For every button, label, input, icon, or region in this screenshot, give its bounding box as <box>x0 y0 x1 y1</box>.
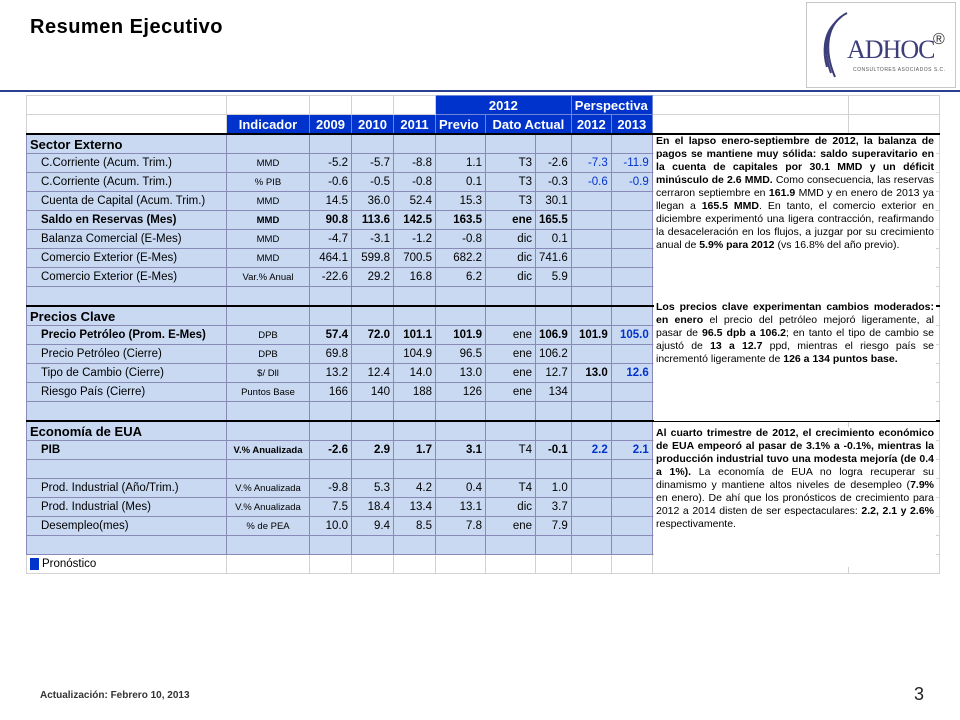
section-title-eua: Economía de EUA <box>27 421 227 441</box>
cell-p2013: 12.6 <box>611 364 652 383</box>
cell-p2012 <box>571 268 611 287</box>
row-label: Saldo en Reservas (Mes) <box>27 211 227 230</box>
cell-2009: 166 <box>310 383 352 402</box>
section-title-precios: Precios Clave <box>27 306 227 326</box>
col-indicador: Indicador <box>227 115 310 135</box>
row-unit: DPB <box>227 345 310 364</box>
cell-p2013 <box>611 383 652 402</box>
cell-p2012 <box>571 230 611 249</box>
cell-p2012 <box>571 498 611 517</box>
summary-sheet <box>26 95 940 588</box>
cell-2010: -3.1 <box>352 230 394 249</box>
row-label: Tipo de Cambio (Cierre) <box>27 364 227 383</box>
cell-p2012: -7.3 <box>571 154 611 173</box>
cell-2009: 10.0 <box>310 517 352 536</box>
col-2011: 2011 <box>394 115 436 135</box>
row-unit: MMD <box>227 154 310 173</box>
cell-periodo: T3 <box>486 154 536 173</box>
row-unit: Puntos Base <box>227 383 310 402</box>
note-text-segment: ; en tanto el tipo de cambio se ajustó de <box>656 327 935 352</box>
row-label: Cuenta de Capital (Acum. Trim.) <box>27 192 227 211</box>
cell-previo: 0.4 <box>436 479 486 498</box>
cell-2011: 13.4 <box>394 498 436 517</box>
cell-actual: 106.2 <box>536 345 572 364</box>
cell-p2013 <box>611 498 652 517</box>
col-2009: 2009 <box>310 115 352 135</box>
col-previo: Previo <box>436 115 486 135</box>
logo-subtitle: CONSULTORES ASOCIADOS S.C. <box>853 67 946 73</box>
cell-2009: 14.5 <box>310 192 352 211</box>
note-text-segment: ppd, mientras el riesgo país se incrementó ligeramente de <box>656 340 934 365</box>
cell-actual: 134 <box>536 383 572 402</box>
note-text-segment: respectivamente. <box>656 518 736 530</box>
cell-p2012: 2.2 <box>571 441 611 460</box>
note-text-segment: MMD y en enero de 2013 ya llegan a <box>656 187 934 212</box>
legend-label: Pronóstico <box>42 558 97 571</box>
cell-periodo: T3 <box>486 192 536 211</box>
cell-p2013 <box>611 268 652 287</box>
row-label: Prod. Industrial (Año/Trim.) <box>27 479 227 498</box>
cell-actual: 106.9 <box>536 326 572 345</box>
row-label: C.Corriente (Acum. Trim.) <box>27 173 227 192</box>
row-unit: V.% Anualizada <box>227 498 310 517</box>
cell-periodo: dic <box>486 498 536 517</box>
cell-p2012 <box>571 249 611 268</box>
cell-actual: 7.9 <box>536 517 572 536</box>
cell-periodo: T3 <box>486 173 536 192</box>
header-row-groups <box>27 96 940 115</box>
cell-p2013: 2.1 <box>611 441 652 460</box>
forecast-swatch <box>30 558 39 570</box>
cell-previo: 1.1 <box>436 154 486 173</box>
row-label: Prod. Industrial (Mes) <box>27 498 227 517</box>
cell-2009: -2.6 <box>310 441 352 460</box>
cell-periodo: dic <box>486 268 536 287</box>
cell-periodo: ene <box>486 364 536 383</box>
row-label: Comercio Exterior (E-Mes) <box>27 268 227 287</box>
cell-2009: 90.8 <box>310 211 352 230</box>
row-unit: MMD <box>227 211 310 230</box>
cell-actual: 3.7 <box>536 498 572 517</box>
note-text-segment: 2.2, 2.1 y 2.6% <box>861 505 934 517</box>
cell-periodo: ene <box>486 517 536 536</box>
cell-previo: 6.2 <box>436 268 486 287</box>
cell-2010: 5.3 <box>352 479 394 498</box>
cell-p2013 <box>611 192 652 211</box>
company-logo <box>806 2 956 88</box>
cell-2010: 113.6 <box>352 211 394 230</box>
cell-2011: 1.7 <box>394 441 436 460</box>
cell-2010: 599.8 <box>352 249 394 268</box>
cell-periodo: ene <box>486 345 536 364</box>
col-dato-actual: Dato Actual <box>486 115 572 135</box>
header-row-columns <box>27 115 940 135</box>
cell-periodo: ene <box>486 326 536 345</box>
cell-2011: 52.4 <box>394 192 436 211</box>
cell-actual: 5.9 <box>536 268 572 287</box>
cell-p2013 <box>611 479 652 498</box>
cell-2009: -5.2 <box>310 154 352 173</box>
cell-p2012 <box>571 479 611 498</box>
cell-2010: -5.7 <box>352 154 394 173</box>
row-unit: % de PEA <box>227 517 310 536</box>
cell-previo: 163.5 <box>436 211 486 230</box>
group-perspectiva: Perspectiva <box>571 96 652 115</box>
cell-2010: 72.0 <box>352 326 394 345</box>
cell-2009: -0.6 <box>310 173 352 192</box>
note-text-segment: 96.5 dpb a 106.2 <box>702 327 786 339</box>
cell-2010: 9.4 <box>352 517 394 536</box>
cell-periodo: T4 <box>486 441 536 460</box>
section-title-externo: Sector Externo <box>27 134 227 154</box>
note-economia-eua <box>654 427 936 567</box>
cell-previo: 13.1 <box>436 498 486 517</box>
note-text-segment: Al cuarto trimestre de 2012, el crecimiento económico de EUA empeoró al pasar de 3.1% a -0.1%, mientras la producción industrial tuvo una modesta mejoría (de 0.4 a 1%). <box>656 427 934 478</box>
cell-periodo: T4 <box>486 479 536 498</box>
cell-2011: 4.2 <box>394 479 436 498</box>
note-text-segment: Como consecuencia, las reservas cerraron septiembre en <box>656 174 934 199</box>
cell-2011: -8.8 <box>394 154 436 173</box>
row-unit: MMD <box>227 192 310 211</box>
cell-2011: 188 <box>394 383 436 402</box>
title-divider <box>0 90 960 92</box>
cell-previo: 126 <box>436 383 486 402</box>
cell-2010 <box>352 345 394 364</box>
row-unit: V.% Anualizada <box>227 441 310 460</box>
cell-2010: -0.5 <box>352 173 394 192</box>
col-p2012: 2012 <box>571 115 611 135</box>
footer-update-date: Actualización: Febrero 10, 2013 <box>40 690 190 701</box>
row-label: Precio Petróleo (Cierre) <box>27 345 227 364</box>
legend <box>27 555 227 574</box>
cell-p2013 <box>611 249 652 268</box>
note-text-segment: 7.9% <box>910 479 934 491</box>
cell-p2013: -11.9 <box>611 154 652 173</box>
note-precios-clave <box>654 301 936 421</box>
cell-p2013: -0.9 <box>611 173 652 192</box>
cell-2011: 8.5 <box>394 517 436 536</box>
col-2010: 2010 <box>352 115 394 135</box>
cell-2011: 104.9 <box>394 345 436 364</box>
group-2012: 2012 <box>436 96 572 115</box>
cell-p2013 <box>611 211 652 230</box>
cell-p2012 <box>571 345 611 364</box>
note-text-segment: 165.5 MMD <box>701 200 759 212</box>
logo-brand: ADHOC <box>847 35 935 64</box>
cell-p2012: 101.9 <box>571 326 611 345</box>
cell-2011: 101.1 <box>394 326 436 345</box>
cell-actual: 1.0 <box>536 479 572 498</box>
cell-p2012 <box>571 192 611 211</box>
note-text-segment: 5.9% para 2012 <box>699 239 775 251</box>
cell-actual: -2.6 <box>536 154 572 173</box>
note-text-segment: el precio del petróleo mejoró ligeramente, al pasar de <box>656 314 935 339</box>
cell-p2012: -0.6 <box>571 173 611 192</box>
row-unit: V.% Anualizada <box>227 479 310 498</box>
cell-p2012 <box>571 383 611 402</box>
note-text-segment: Los precios clave experimentan cambios moderados: en enero <box>656 301 934 326</box>
note-text-segment: En el lapso enero-septiembre de 2012, la balanza de pagos se mantiene muy sólida: saldo superavitario en la cuenta de capitales por 30.1 MMD y un déficit minúsculo de 2.6 MMD. <box>656 135 934 186</box>
row-unit: $/ Dll <box>227 364 310 383</box>
cell-previo: 13.0 <box>436 364 486 383</box>
cell-actual: 741.6 <box>536 249 572 268</box>
registered-mark: ® <box>933 31 945 48</box>
cell-2010: 2.9 <box>352 441 394 460</box>
cell-actual: -0.3 <box>536 173 572 192</box>
cell-2010: 18.4 <box>352 498 394 517</box>
cell-2009: 69.8 <box>310 345 352 364</box>
cell-2010: 140 <box>352 383 394 402</box>
note-text-segment: (vs 16.8% del año previo). <box>774 239 900 251</box>
cell-actual: 0.1 <box>536 230 572 249</box>
cell-2009: -4.7 <box>310 230 352 249</box>
row-label: Desempleo(mes) <box>27 517 227 536</box>
cell-periodo: dic <box>486 249 536 268</box>
cell-2011: 142.5 <box>394 211 436 230</box>
cell-previo: 682.2 <box>436 249 486 268</box>
cell-previo: -0.8 <box>436 230 486 249</box>
col-p2013: 2013 <box>611 115 652 135</box>
row-unit: DPB <box>227 326 310 345</box>
cell-previo: 7.8 <box>436 517 486 536</box>
cell-p2013 <box>611 517 652 536</box>
note-text-segment: 13 a 12.7 <box>710 340 763 352</box>
cell-2009: -22.6 <box>310 268 352 287</box>
note-text-segment: en enero). De ahí que los pronósticos de crecimiento para 2012 a 2014 disten de ser espectaculares: <box>656 492 934 517</box>
cell-periodo: ene <box>486 383 536 402</box>
row-label: C.Corriente (Acum. Trim.) <box>27 154 227 173</box>
cell-actual: 12.7 <box>536 364 572 383</box>
cell-p2012 <box>571 211 611 230</box>
cell-2011: 700.5 <box>394 249 436 268</box>
row-label: Comercio Exterior (E-Mes) <box>27 249 227 268</box>
row-label: Balanza Comercial (E-Mes) <box>27 230 227 249</box>
cell-2011: 16.8 <box>394 268 436 287</box>
cell-previo: 101.9 <box>436 326 486 345</box>
row-label: Precio Petróleo (Prom. E-Mes) <box>27 326 227 345</box>
row-unit: MMD <box>227 230 310 249</box>
cell-periodo: dic <box>486 230 536 249</box>
cell-p2012 <box>571 517 611 536</box>
note-text-segment: . En tanto, el comercio exterior en diciembre experimentó una ligera contracción, reafirmando la desaceleración en los flujos, a juzgar por su crecimiento anual de <box>656 200 934 251</box>
cell-2009: 7.5 <box>310 498 352 517</box>
cell-2009: -9.8 <box>310 479 352 498</box>
row-label: PIB <box>27 441 227 460</box>
cell-p2013: 105.0 <box>611 326 652 345</box>
cell-2011: -0.8 <box>394 173 436 192</box>
note-text-segment: 126 a 134 puntos base. <box>783 353 898 365</box>
cell-2009: 464.1 <box>310 249 352 268</box>
cell-2009: 57.4 <box>310 326 352 345</box>
row-unit: MMD <box>227 249 310 268</box>
cell-p2012: 13.0 <box>571 364 611 383</box>
page-number: 3 <box>914 684 925 704</box>
cell-previo: 96.5 <box>436 345 486 364</box>
cell-2009: 13.2 <box>310 364 352 383</box>
row-label: Riesgo País (Cierre) <box>27 383 227 402</box>
note-text-segment: 161.9 <box>768 187 796 199</box>
page-title: Resumen Ejecutivo <box>30 16 224 38</box>
cell-previo: 15.3 <box>436 192 486 211</box>
cell-p2013 <box>611 345 652 364</box>
note-text-segment: La economía de EUA no logra recuperar su dinamismo y mantiene altos niveles de desempleo ( <box>656 466 934 491</box>
globe-logo-icon <box>817 9 851 81</box>
cell-2010: 12.4 <box>352 364 394 383</box>
cell-actual: 165.5 <box>536 211 572 230</box>
cell-p2013 <box>611 230 652 249</box>
row-unit: Var.% Anual <box>227 268 310 287</box>
cell-previo: 0.1 <box>436 173 486 192</box>
cell-previo: 3.1 <box>436 441 486 460</box>
cell-actual: 30.1 <box>536 192 572 211</box>
row-unit: % PIB <box>227 173 310 192</box>
cell-2011: -1.2 <box>394 230 436 249</box>
cell-2010: 29.2 <box>352 268 394 287</box>
cell-2010: 36.0 <box>352 192 394 211</box>
note-sector-externo <box>654 135 936 301</box>
cell-actual: -0.1 <box>536 441 572 460</box>
cell-2011: 14.0 <box>394 364 436 383</box>
cell-periodo: ene <box>486 211 536 230</box>
